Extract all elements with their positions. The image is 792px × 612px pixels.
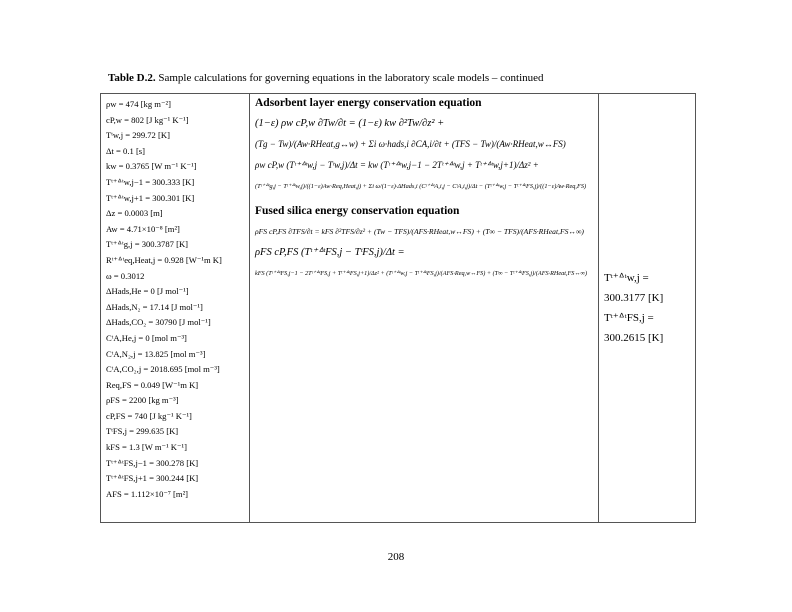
calculation-table: [100, 93, 696, 523]
parameter-item: Tᵗ⁺ᐞᵗFS,j+1 = 300.244 [K]: [106, 473, 199, 484]
parameter-item: Δt = 0.1 [s]: [106, 145, 146, 156]
equation-line: ρFS cP,FS (Tᵗ⁺ᐞᵗFS,j − TᵗFS,j)/Δt =: [255, 247, 405, 258]
parameter-item: Aw = 4.71×10⁻⁸ [m²]: [106, 223, 180, 234]
equation-line: (1−ε) ρw cP,w ∂Tw/∂t = (1−ε) kw ∂²Tw/∂z² +: [255, 118, 445, 129]
result-wall-temperature: Tᵗ⁺ᐞᵗw,j = 300.3177 [K]: [604, 272, 664, 304]
caption-label: Table D.2.: [108, 72, 156, 84]
table-caption: [108, 72, 544, 84]
section-heading: Adsorbent layer energy conservation equation: [255, 97, 482, 109]
parameter-item: Tᵗ⁺ᐞᵗFS,j−1 = 300.278 [K]: [106, 457, 199, 468]
equation-line: ρw cP,w (Tᵗ⁺ᐞᵗw,j − Tᵗw,j)/Δt = kw (Tᵗ⁺ᐞᵗw,j−1 − 2Tᵗ⁺ᐞᵗw,j + Tᵗ⁺ᐞᵗw,j+1)/Δz² +: [255, 160, 539, 170]
parameter-item: Tᵗ⁺ᐞᵗw,j−1 = 300.333 [K]: [106, 176, 195, 187]
parameter-item: CᵗA,CO₂,j = 2018.695 [mol m⁻³]: [106, 364, 220, 375]
parameter-item: ΔHads,CO₂ = 30790 [J mol⁻¹]: [106, 317, 211, 328]
parameter-item: cP,w = 802 [J kg⁻¹ K⁻¹]: [106, 114, 189, 125]
parameter-item: ρw = 474 [kg m⁻²]: [106, 99, 171, 109]
parameter-item: CᵗA,N₂,j = 13.825 [mol m⁻³]: [106, 348, 206, 359]
section-heading: Fused silica energy conservation equation: [255, 205, 460, 217]
parameter-item: AFS = 1.112×10⁻⁷ [m²]: [106, 488, 189, 499]
parameter-item: Tᵗw,j = 299.72 [K]: [106, 130, 170, 141]
parameter-item: ΔHads,N₂ = 17.14 [J mol⁻¹]: [106, 301, 203, 312]
parameter-item: ω = 0.3012: [106, 270, 145, 281]
parameter-item: Rᵗ⁺ᐞᵗeq,Heat,j = 0.928 [W⁻¹m K]: [106, 254, 222, 265]
parameter-item: ΔHads,He = 0 [J mol⁻¹]: [106, 286, 189, 297]
caption-text: Sample calculations for governing equations in the laboratory scale models – continued: [155, 72, 544, 84]
equation-line: kFS (Tᵗ⁺ᐞᵗFS,j−1 − 2Tᵗ⁺ᐞᵗFS,j + Tᵗ⁺ᐞᵗFS,j+1)/Δz² + (Tᵗ⁺ᐞᵗw,j − Tᵗ⁺ᐞᵗFS,j)/(AFS·Req,w↔FS) + (T∞ − Tᵗ⁺ᐞᵗFS,j)/(AFS·RHeat,FS↔∞): [255, 270, 588, 277]
parameter-item: ρFS = 2200 [kg m⁻³]: [106, 395, 179, 406]
parameter-item: Req,FS = 0.049 [W⁻¹m K]: [106, 379, 199, 390]
parameter-item: Tᵗ⁺ᐞᵗw,j+1 = 300.301 [K]: [106, 192, 195, 203]
parameter-item: kFS = 1.3 [W m⁻¹ K⁻¹]: [106, 442, 187, 453]
parameter-item: Tᵗ⁺ᐞᵗg,j = 300.3787 [K]: [106, 239, 189, 250]
parameters-cell: [101, 94, 250, 523]
parameter-item: TᵗFS,j = 299.635 [K]: [106, 426, 179, 437]
parameter-item: CᵗA,He,j = 0 [mol m⁻³]: [106, 332, 187, 343]
page-number: 208: [387, 551, 405, 563]
equation-line: (Tᵗ⁺ᐞᵗg,j − Tᵗ⁺ᐞᵗw,j)/((1−ε)Aw·Req,Heat,j) + Σi ω/(1−ε)·ΔHads,i (Cᵗ⁺ᐞᵗA,i,j − CᵗA,i,j)/Δt − (Tᵗ⁺ᐞᵗw,j − Tᵗ⁺ᐞᵗFS,j)/((1−ε)Aw·Req,FS): [255, 183, 587, 190]
result-fs-temperature: Tᵗ⁺ᐞᵗFS,j = 300.2615 [K]: [604, 312, 664, 344]
parameter-item: Δz = 0.0003 [m]: [106, 208, 163, 219]
parameter-item: kw = 0.3765 [W m⁻¹ K⁻¹]: [106, 161, 197, 172]
parameter-item: cP,FS = 740 [J kg⁻¹ K⁻¹]: [106, 410, 192, 421]
equation-line: (Tg − Tw)/(Aw·RHeat,g↔w) + Σi ω·hads,i ∂CA,i/∂t + (TFS − Tw)/(Aw·RHeat,w↔FS): [255, 139, 566, 149]
equation-line: ρFS cP,FS ∂TFS/∂t = kFS ∂²TFS/∂z² + (Tw − TFS)/(AFS·RHeat,w↔FS) + (T∞ − TFS)/(AFS·RHeat,FS↔∞): [255, 227, 584, 236]
results-cell: [599, 94, 696, 523]
equations-cell: [250, 94, 599, 523]
